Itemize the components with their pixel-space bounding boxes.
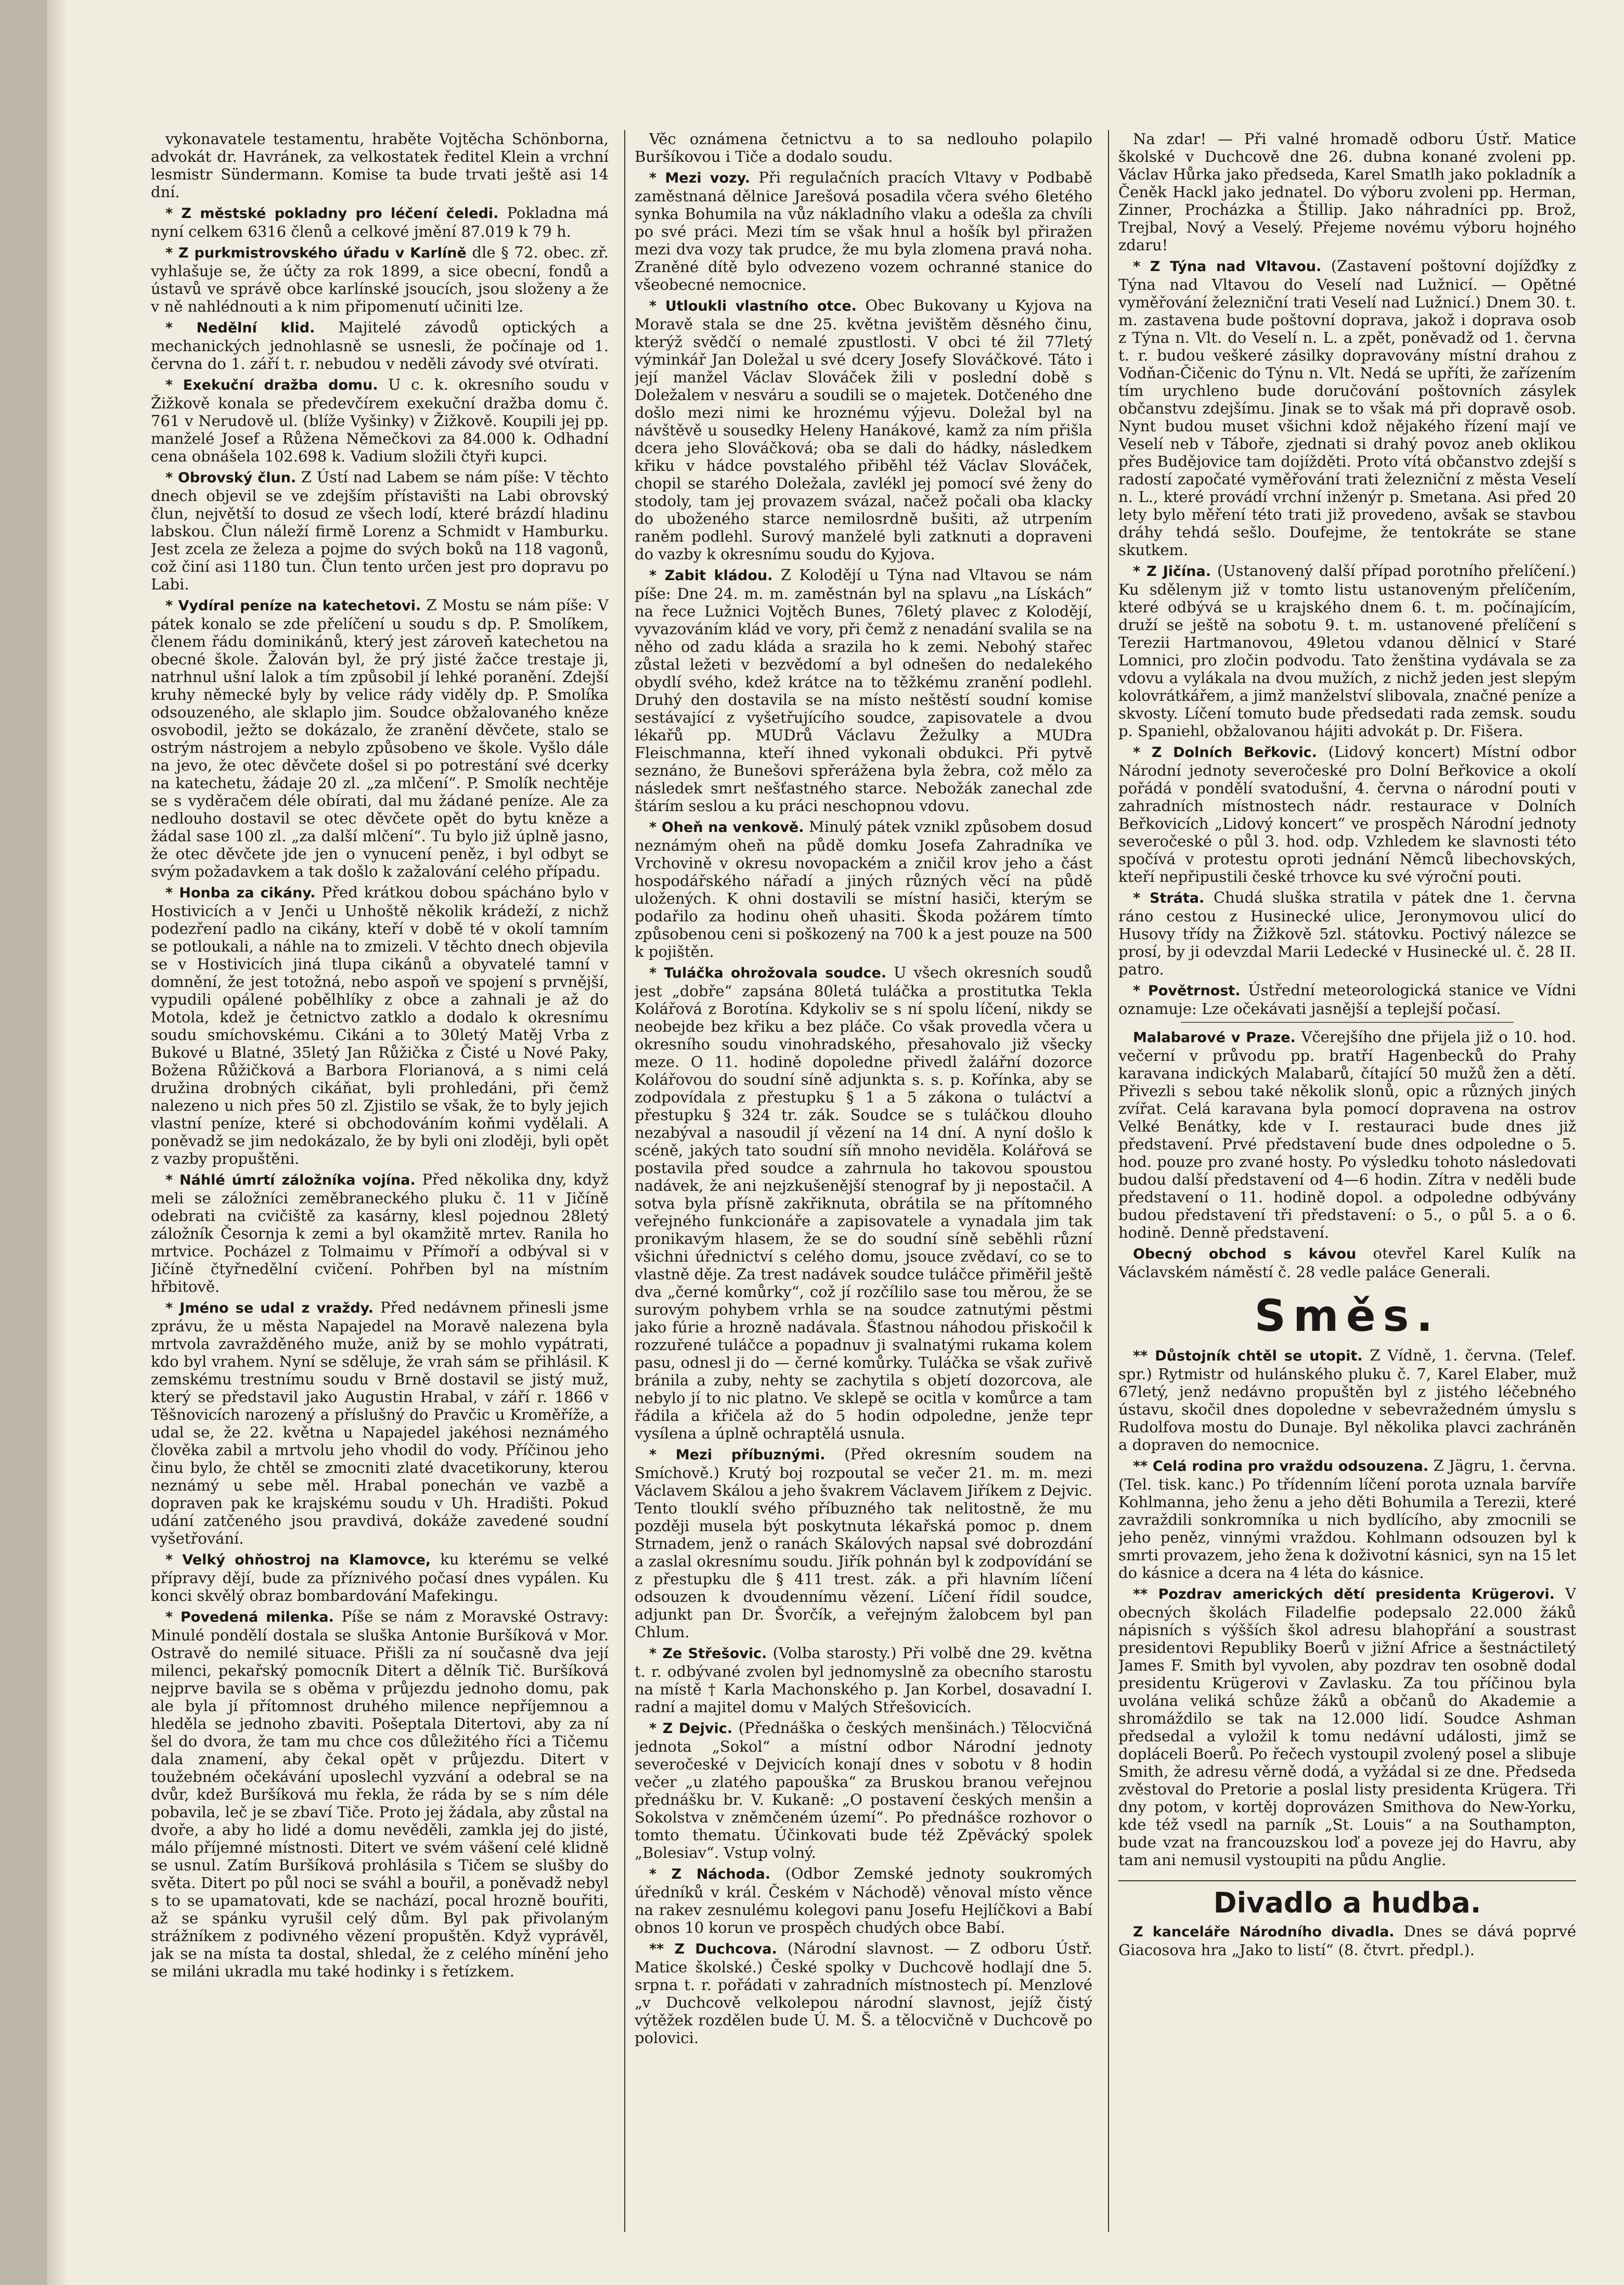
article-text: (Ustanovený další případ porotního přelíčení.) Ku sdělenym již v tomto listu ustanoveným přelíčením, které odbývá se u krajského dnem 6. t. m. počínajícím, druží se ještě na sobotu 9. t. m. ustanovené přelíčení s Terezii Hartmanovou, 49letou vdanou dělnicí v Staré Lomnici, pro zločin podvodu. Tato ženština vydávala se za vdovu a vylákala na dvou mužích, z nichž jeden jest slepým kolovrátkářem, a jimž manželství slibovala, značné peníze a skvosty. Líčení tomuto bude předsedati rada zemsk. soudu p. Spaniehl, obžalovanou hájiti advokát p. Dr. Fišera. — [1118, 562, 1576, 740]
page-edge — [0, 0, 47, 2285]
article-heading: * Nedělní klid. — [165, 320, 315, 336]
article-paragraph — [151, 1299, 609, 1547]
column-rule — [624, 130, 625, 2232]
article-text: Při regulačních pracích Vltavy v Podbabě zaměstnaná dělnice Jarešová posadila včera svého 6letého synka Bohumila na vůz nákladního vlaku a odešla za chvíli po své práci. Mezi tím se však hnul a hošík byl přiražen mezi dva vozy tak prudce, že mu byla zlomena pravá noha. Zraněné dítě bylo odvezeno vozem ochranné stanice do všeobecné nemocnice. — [635, 169, 1092, 293]
article-text: (Odbor Zemské jednoty soukromých úředníků v král. Českém v Náchodě) věnoval místo věnce na rakev zesnulému kolegovi panu Josefu Hejlíčkovi a Babí obnos 10 korun ve prospěch chudých obce Babí. — [635, 1865, 1092, 1936]
article-heading: * Povětrnost. — [1133, 983, 1241, 999]
article-heading: * Ze Střešovic. — [649, 1646, 767, 1662]
article-paragraph — [1118, 889, 1576, 978]
article-text: otevřel Karel Kulík na Václavském náměstí č. 28 vedle paláce Generali. — [1118, 1244, 1576, 1281]
article-heading: * Z Týna nad Vltavou. — [1133, 259, 1322, 275]
article-heading: * Oheň na venkově. — [649, 819, 804, 836]
article-heading: * Exekuční dražba domu. — [165, 377, 378, 393]
column-rule — [1108, 130, 1109, 2232]
article-paragraph — [635, 1445, 1092, 1641]
article-heading: ** Důstojník chtěl se utopit. — [1133, 1348, 1363, 1364]
article-text: Ústřední meteorologická stanice ve Vídni oznamuje: Lze očekávati jasnější a teplejší počasí. — [1118, 981, 1576, 1018]
article-paragraph — [1118, 1922, 1576, 1959]
article-heading: Malabarové v Praze. — [1133, 1030, 1296, 1046]
article-text: Minulý pátek vznikl způsobem dosud neznámým oheň na půdě domku Josefa Zahradníka ve Vrchovině v okresu novopackém a zničil krov jeho a část hospodářského nářadí a jiných různých věcí na půdě uložených. K ohni dostavili se místní hasiči, kterým se podařilo za hodinu oheň uhasiti. Škoda požárem tímto způsobenou ceni si poškozený na 700 k a jest pouze na 500 k pojištěn. — [635, 818, 1092, 960]
article-text: (Zastavení poštovní dojížďky z Týna nad Vltavou do Veselí nad Lužnicí. — Opětné vyměřování železniční trati Veselí nad Lužnicí.) Dnem 30. t. m. zastavena bude poštovní doprava, jakož i doprava osob z Týna n. Vlt. do Veselí n. L. a zpět, poněvadž od 1. června t. r. budou veškeré zásilky dopravovány místní drahou z Vodňan-Čičenic do Týnu n. Vlt. Nedá se upříti, že zařízením tím urychleno bude doručování poštovních zásylek občanstvu zdejšímu. Jinak se to však má při dopravě osob. Nynt budou muset všichni kdož nějakého řízení mají ve Veselí neb v Táboře, zjednati si drahý povoz aneb oklikou přes Budějovice tam dojížděti. Proto vítá občanstvo zdejší s radostí započaté vyměřování trati železniční z města Veselí n. L., které provádí vrchní inženýr p. Smetana. Asi před 20 lety bylo měření této trati již provedeno, avšak se stavbou dráhy tehdá sešlo. Doufejme, že tentokráte se stane skutkem. — [1118, 257, 1576, 559]
article-paragraph — [1118, 1585, 1576, 1869]
article-heading: ** Pozdrav amerických dětí presidenta Krügerovi. — [1133, 1586, 1555, 1602]
column-3-theatre — [1118, 1922, 1576, 1959]
article-heading: * Z Dolních Beřkovic. — [1133, 744, 1317, 761]
article-heading: * Z městské pokladny pro léčení čeledi. — [165, 206, 499, 222]
column-1 — [151, 130, 609, 2232]
article-paragraph — [635, 130, 1092, 165]
section-title-theatre: Divadlo a hudba. — [1118, 1880, 1576, 1919]
article-paragraph — [1118, 562, 1576, 740]
article-text: vykonavatele testamentu, hraběte Vojtěcha Schönborna, advokát dr. Havránek, za velkostatek ředitel Klein a vrchní lesmistr Sündermann. Komise ta bude trvati ještě asi 14 dní. — [151, 130, 609, 201]
column-3-smes — [1118, 1346, 1576, 1869]
article-heading: * Mezi příbuznými. — [649, 1447, 826, 1463]
article-text: U c. k. okresního soudu v Žižkově konala se předevčírem exekuční dražba domu č. 761 v Nerudově ul. (blíže Vyšinky) v Žižkově. Koupili jej pp. manželé Josef a Růžena Němečkovi za 84.000 k. Odhadní cena obnášela 102.698 k. Vadium složili čtyři kupci. — [151, 376, 609, 465]
article-text: (Před okresním soudem na Smíchově.) Krutý boj rozpoutal se večer 21. m. m. mezi Václavem Skálou a jeho švakrem Václavem Jiříkem z Dejvic. Tento tlouklí svého příbuzného tak nelitostně, že mu později musela být poskytnuta lékařská pomoc p. dnem Strnadem, jenž o ranách Skálových napsal své dobrozdání a zaslal okresnímu soudu. Jiřík pohnán byl k zodpovídání se z přestupku dle § 411 trest. zák. a při hlavním líčení odsouzen k dvoudennímu vězení. Líčení řídil soudce, adjunkt pan Dr. Švorčík, a veřejným žalobcem byl pan Chlum. — [635, 1445, 1092, 1641]
article-heading: * Z purkmistrovského úřadu v Karlíně — [165, 245, 467, 261]
article-text: ku kterému se velké přípravy dějí, bude za příznivého počasí dnes vypálen. Ku konci skvělý obraz bombardování Mafekingu. — [151, 1550, 609, 1604]
article-text: Před krátkou dobou spácháno bylo v Hostivicích a v Jenči u Unhoště několik krádeží, z nichž podezření padlo na cikány, kteří v době té v okolí tamním se potloukali, a náhle na to zmizeli. V těchto dnech objevila se v Hostivicích jiná tlupa cikánů a obyvatelé tamní v domnění, že jest totožná, nebo aspoň ve spojení s prvnější, vypudili opálené pobělhlíky z obce a zahnali je až do Motola, kdež je četnictvo zatklo a dodalo k okresnímu soudu smíchovskému. Cikáni a to 30letý Matěj Vrba z Bukové u Blatné, 35letý Jan Růžička z Čisté u Nové Paky, Božena Růžičková a Barbora Florianová, a s nimi celá družina drobných cikáňat, byli prohledáni, při čemž nalezeno u nich přes 50 zl. Zjistilo se však, že to byly jejich vlastní peníze, které si obchodováním koňmi vydělali. A poněvadž se jim nedokázalo, že by byli oni zloději, byli opět z vazby propuštěni. — [151, 883, 609, 1167]
article-text: Před nedávnem přinesli jsme zprávu, že u města Napajedel na Moravě nalezena byla mrtvola zavražděného muže, aniž by se mohlo vypátrati, kdo byl vrahem. Nyní se sděluje, že vrah sám se přihlásil. K zemskému trestnímu soudu v Brně dostavil se jistý muž, který se představil jako Augustin Hrabal, v září r. 1866 v Těšnovicích narozený a příslušný do Pravčic u Kroměříže, a udal se, že 22. května u Napajedel jakéhosi neznámého člověka zabil a mrtvolu jeho vhodil do vody. Příčinou jeho činu bylo, že chtěl se zmocniti zlaté dvacetikoruny, kterou neznámý u sebe měl. Hrabal ponechán ve vazbě a dopraven pak ke krajskému soudu v Uh. Hradišti. Pokud udání zatčeného jsou pravdivá, dokáže zavedené soudní vyšetřování. — [151, 1299, 609, 1547]
article-paragraph — [151, 1550, 609, 1604]
article-text: Z Ústí nad Labem se nám píše: V těchto dnech objevil se ve zdejším přístavišti na Labi obrovský člun, největší to dosud ze všech lodí, které brázdí hladinu labskou. Člun náleží firmě Lorenz a Schmidt v Hamburku. Jest zcela ze železa a pojme do svých boků na 118 vagonů, což činí asi 1180 tun. Člun tento určen jest pro dopravu po Labi. — [151, 468, 609, 593]
article-heading: * Náhlé úmrtí záložníka vojína. — [165, 1172, 416, 1188]
article-heading: Z kanceláře Národního divadla. — [1133, 1924, 1395, 1940]
column-3 — [1118, 130, 1576, 2232]
article-text: Pokladna má nyní celkem 6316 členů a celkové jmění 87.019 k 79 h. — [151, 204, 609, 240]
article-text: Z Vídně, 1. června. (Telef. spr.) Rytmistr od hulánského pluku č. 7, Karel Elaber, muž 67letý, jenž nedávno propuštěn byl z jistého léčebného ústavu, skočil dnes dopoledne v sebevražedném úmyslu s Rudolfova mostu do Dunaje. Byl několika plavci zachráněn a dopraven do nemocnice. — [1118, 1346, 1576, 1454]
article-text: Na zdar! — Při valné hromadě odboru Ústř. Matice školské v Duchcově dne 26. dubna konané zvoleni pp. Václav Hůrka jako předseda, Karel Smatlh jako pokladník a Čeněk Hackl jako jednatel. Do výboru zvoleni pp. Herman, Zinner, Procházka a Štillip. Jako náhradníci pp. Brož, Trejbal, Nový a Veselý. Přejeme novému výboru hojného zdaru! — [1118, 130, 1576, 254]
article-paragraph — [1118, 743, 1576, 885]
article-paragraph — [151, 204, 609, 240]
article-text: U všech okresních soudů jest „dobře“ zapsána 80letá tuláčka a prostitutka Tekla Kolářová z Borotína. Kdykoliv se s ní spolu líčení, nikdy se neobejde bez křiku a bez pláče. Co však provedla včera u okresního soudu vinohradského, přesahovalo již všecky meze. O 11. hodině dopoledne přivedl žalářní dozorce Kolářovou do soudní síně adjunkta s. s. p. Kořínka, aby se zodpovídala z přestupku § 1 a 5 zákona o tuláctví a přestupku § 324 tr. zák. Soudce se s tuláčkou dlouho nezabýval a nasoudil jí vězení na 14 dní. A nyní došlo k scéně, jakých tato soudní síň mnoho neviděla. Kolářová se postavila před soudce a zahrnula ho takovou spoustou nadávek, že ani nejzkušenější stenograf by ji nepostačil. A sotva byla přísně zakřiknuta, obrátila se na přítomného veřejného funkcionáře a zapisovatele a vynadala jim tak pronikavým hlasem, že se do soudní síně seběhli různí všichni úřednictví s celého domu, jsouce zvědaví, co se to vlastně děje. Za trest nadávek soudce tuláčce přiměřil ještě dva „černé komůrky“, což jí rozčílilo sase tou měrou, že se surovým pohybem vrhla se na soudce zatnutými pěstmi jako fúrie a hrozně nadávala. Šťastnou náhodou přiskočil k rozzuřené tuláčce a popadnuv ji svalnatými rukama kolem pasu, odnesl ji do — černé komůrky. Tuláčka se však zuřivě bránila a zuby, nehty se zachytila s objetí dozorcova, ale nebylo jí to nic platno. Ve sklepě se ocitla v komůrce a tam řádila a křičela až do 5 hodin odpoledne, jenže tepr vysílena a úplně ochraptělá usnula. — [635, 964, 1092, 1442]
article-text: (Volba starosty.) Při volbě dne 29. května t. r. odbývané zvolen byl jednomyslně za obecního starostu na místě † Karla Machonského p. Jan Korbel, dosavadní I. radní a majitel domu v Malých Střešovicích. — [635, 1644, 1092, 1716]
article-paragraph — [1118, 1244, 1576, 1281]
article-text: Z Kolodějí u Týna nad Vltavou se nám píše: Dne 24. m. m. zaměstnán byl na splavu „na Lískách“ na řece Lužnici Vojtěch Bunes, 76letý plavec z Kolodějí, vyvazováním klád ve vory, při čemž z nenadání svalila se na něho od zadu kláda a srazila ho k zemi. Nebohý stařec zůstal ležeti v bezvědomí a byl odnešen do nedalekého obydlí svého, kdež krátce na to těžkému zranění podlehl. Druhý den dostavila se na místo neštěstí soudní komise sestávající z vyšetřujícího soudce, zapisovatele a dvou lékařů pp. MUDrů Václavu Žežulky a MUDra Fleischmanna, kteří ihned vykonali obdukci. Při pytvě seznáno, že Bunešovi spřerážena byla žebra, což mělo za následek smrt nešťastného starce. Nebožák zanechal zde štárím seslou a ku práci neschopnou vdovu. — [635, 566, 1092, 815]
article-paragraph — [151, 1608, 609, 1980]
article-paragraph — [1118, 1457, 1576, 1582]
article-heading: * Stráta. — [1133, 890, 1205, 906]
article-heading: ** Celá rodina pro vraždu odsouzena. — [1133, 1458, 1429, 1474]
article-paragraph — [635, 1940, 1092, 2047]
article-paragraph — [151, 468, 609, 593]
article-heading: * Z Jičína. — [1133, 563, 1211, 580]
article-heading: * Velký ohňostroj na Klamovce, — [165, 1552, 431, 1568]
article-paragraph — [151, 318, 609, 373]
article-paragraph — [635, 169, 1092, 293]
column-2 — [635, 130, 1092, 2232]
article-paragraph — [151, 130, 609, 201]
article-heading: * Vydíral peníze na katechetovi. — [165, 598, 421, 614]
article-paragraph — [635, 297, 1092, 563]
article-text: Dnes se dává poprvé Giacosova hra „Jako to listí“ (8. čtvrt. předpl.). — [1118, 1922, 1576, 1959]
article-heading: Obecný obchod s kávou — [1133, 1246, 1357, 1262]
article-heading: * Povedená milenka. — [165, 1609, 334, 1625]
article-text: Včerejšího dne přijela již o 10. hod. večerní v průvodu pp. bratří Hagenbecků do Prahy karavana indických Malabarů, čítající 50 mužů žen a dětí. Přivezli s sebou také několik slonů, opic a různých jiných zvířat. Celá karavana byla pomocí dopravena na ostrov Velké Benátky, kde v I. restauraci bude dnes již představení. Prvé představení bude dnes odpoledne o 5. hod. pouze pro zvané hosty. Po výsledku tohoto následovati budou další představení od 4—6 hodin. Zítra v neděli bude představení o 11. hodině dopol. a odpoledne odbývány budou představení tři představení: o 5., o půl 5. a o 6. hodině. Denně představení. — [1118, 1028, 1576, 1241]
article-paragraph — [151, 596, 609, 880]
article-text: Před několika dny, když meli se záložníci zeměbraneckého pluku č. 11 v Jičíně odebrati na cvičiště za kasárny, klesl pojednou 28letý záložník Česornja k zemi a byl okamžitě mrtev. Ranila ho mrtvice. Pocházel z Tolmaimu v Přímoří a odbýval si v Jičíně čtyřnedělní cvičení. Pohřben byl na místním hřbitově. — [151, 1171, 609, 1295]
article-heading: * Tuláčka ohrožovala soudce. — [649, 965, 887, 981]
newspaper-page — [151, 130, 1597, 2237]
article-heading: * Z Dejvic. — [649, 1721, 733, 1737]
article-heading: ** Z Duchcova. — [649, 1941, 777, 1957]
article-text: V obecných školách Filadelfie podepsalo 22.000 žáků nápisních s výšších škol adresu blahopřání a soustrast presidentovi Republiky Boerů v jižní Africe a šestnáctiletý James F. Smith byl vyvolen, aby pozdrav ten osobně dodal presidentu Krügerovi v Zavlasku. Za tou příčinou byla uvolána veliká schůze žáků a občanů do Akademie a shromáždilo se tak na 12.000 lidí. Soudce Ashman předsedal a vyložil k tomu nedávní události, jimž se dopláceli Boerů. Po řečech vystoupil zvolený posel a slibuje Smith, že adresu věrně dodá, a vyžádal si ze dne. Předseda zvěstoval do Pretorie a poslal listy presidenta Krügera. Tři dny potom, v kortěj doprovázen Smithova do New-Yorku, kde též vsedl na parník „St. Louis“ a na Southampton, bude vzat na francouzskou loď a poveze jej do Havru, aby tam ani nemusil vystoupiti na půdu Anglie. — [1118, 1585, 1576, 1869]
article-heading: * Obrovský člun. — [165, 470, 297, 486]
article-paragraph — [1118, 257, 1576, 559]
article-text: Chudá sluška stratila v pátek dne 1. června ráno cestou z Husinecké ulice, Jeronymovou ulicí do Husovy třídy na Žižkově 5zl. státovku. Poctivý nálezce se prosí, by ji odevzdal Marii Ledecké v Husinecké ul. č. 28 II. patro. — [1118, 889, 1576, 978]
article-text: dle § 72. obec. zř. vyhlašuje se, že účty za rok 1899, a sice obecní, fondů a ústavů ve správě obce karlínské jsoucích, jsou složeny a že v ně nahlédnouti a k nim připomenutí učiniti lze. — [151, 243, 609, 315]
article-text: Obec Bukovany u Kyjova na Moravě stala se dne 25. května jevištěm děsného činu, kterýž svědčí o nemalé zpustlosti. V obci té žil 77letý výminkář Jan Doležal u své dcery Josefy Slováčkové. Táto i její manžel Václav Slováček žili v poslední době s Doležalem v nesváru a soudili se o majetek. Dotčeného dne došlo mezi nimi ke hroznému výjevu. Doležal byl na návštěvě u sousedky Heleny Hanákové, kamž za ním přišla dcera jeho Slováčková; oba se dali do hádky, následkem křiku v hádce povstalého přiběhl též Václav Slováček, chopil se starého Doležala, zavlékl jej pomocí své ženy do stodoly, tam jej provazem svázal, načež počali oba klacky do uboženého starce nemilosrdně bušiti, až utrpením raněm podlehl. Surový manželé byli zatknuti a dopraveni do vazby k okresnímu soudu do Kyjova. — [635, 297, 1092, 563]
article-paragraph — [1118, 1346, 1576, 1454]
article-text: Majitelé závodů optických a mechanických jednohlasně se usnesli, že počínaje od 1. června do 1. září t. r. nebudou v neděli závody své otvírati. — [151, 318, 609, 373]
separator-line — [1181, 1022, 1514, 1023]
article-text: Píše se nám z Moravské Ostravy: Minulé pondělí dostala se sluška Antonie Buršíková v Mor. Ostravě do nemilé situace. Přišli za ní současně dva její milenci, pekařský pomocník Ditert a dělník Tič. Buršíková nejprve bavila se s oběma v průjezdu jednoho domu, pak ale byla jí přítomnost druhého milence nepříjemnou a hleděla se jednoho zbaviti. Pošeptala Ditertovi, aby za ní šel do dvora, že tam mu chce cos důležitého říci a Tičemu dala znamení, aby čekal opět v průjezdu. Ditert v toužebném očekávání uposlechl vyzvání a odebral se na dvůr, kdež Buršíková mu řekla, že ráda by se s ním déle pobavila, leč je se zbaví Tiče. Proto jej žádala, aby zůstal na dvoře, a aby ho lidé a domu nevěděli, zamkla jej do jisté, málo příjemné místnosti. Ditert ve svém vášení celé klidně se usnul. Zatím Buršíková prohlásila s Tičem se slušby do světa. Ditert po půl noci se sváhl a bouřil, a poněvadž nebyl s to se upamatovati, kde se nachází, pocal hrozně bouřiti, až se spánku vyrušil celý dům. Byl pak přivolaným strážníkem z podivného vězení propuštěn. Když vyprávěl, jak se na místa ta dostal, shledal, že z celého mínění jeho se miláni ukradla mu také hodinky i s řetízkem. — [151, 1608, 609, 1980]
article-text: Z Mostu se nám píše: V pátek konalo se zde přelíčení u soudu s dp. P. Smolíkem, členem řádu dominikánů, který jest zároveň katechetou na obecné škole. Žalován byl, že prý jisté žačce trestaje ji, natrhnul ušní lalok a tím způsobil jí lehké poranění. Zdejší kruhy německé byly by velice rády viděly dp. P. Smolíka odsouzeného, ale sklaplo jim. Soudce obžalovaného kněze osvobodil, ježto se dokázalo, že zranění děvčete, stalo se ostrým nástrojem a nebylo způsobeno ve škole. Vyšlo dále na jevo, že otec děvčete došel si po potrestání své dcerky na katechetu, žádaje 20 zl. „za mlčení“. P. Smolík nechtěje se s vyděračem déle obírati, dal mu žádané peníze. Ale za nedlouho dostavil se otec děvčete opět do bytu kněze a žádal sase 100 zl. „za další mlčení“. Tu bylo již úplně jasno, že otec děvčete jde jen o vynucení peněz, i byl odbyt se svým požadavkem a tak došlo k zažalování celého případu. — [151, 596, 609, 880]
article-paragraph — [151, 883, 609, 1167]
article-text: Z Jägru, 1. června. (Tel. tisk. kanc.) Po třídenním líčení porota uznala barvíře Kohlmanna, jeho ženu a jeho děti Bohumila a Terezii, které zavraždili sonkromníka u nich bydlícího, aby zmocnili se jeho peněz, vinnými vraždou. Kohlmann odsouzen byl k smrti provazem, jeho žena k doživotní kásnici, syn na 15 let do kásnice a dcera na 4 léta do kásnice. — [1118, 1457, 1576, 1582]
article-heading: * Honba za cikány. — [165, 885, 316, 901]
article-paragraph — [151, 1171, 609, 1295]
page-edge-shadow — [47, 0, 68, 2285]
article-paragraph — [635, 818, 1092, 960]
article-heading: * Zabit kládou. — [649, 568, 773, 584]
article-paragraph — [635, 1644, 1092, 1716]
section-title-smes: Směs. — [1254, 1290, 1440, 1341]
article-heading: * Jméno se udal z vraždy. — [165, 1300, 373, 1316]
article-text: Věc oznámena četnictvu a to sa nedlouho polapilo Buršíkovou i Tiče a dodalo soudu. — [635, 130, 1092, 165]
article-text: (Lidový koncert) Místní odbor Národní jednoty severočeské pro Dolní Beřkovice a okolí pořádá v pondělí svatodušní, 4. června o národní pouti v zahradních místnostech nádr. restaurace v Dolních Beřkovicích „Lidový koncert“ ve prospěch Národní jednoty severočeské o půl 3. hod. odp. Vzhledem ke slavnosti této spočívá v protestu oproti jednání Němců libechovských, kteří nepřipustili české trhovce ku své výroční pouti. — [1118, 743, 1576, 885]
article-heading: * Utloukli vlastního otce. — [649, 298, 857, 314]
article-text: (Národní slavnost. — Z odboru Ústř. Matice školské.) České spolky v Duchcově hodlají dne 5. srpna t. r. pořádati v zahradních místnostech pí. Menzlové „v Duchcově velkolepou národní slavnost, jejíž čistý výtěžek rozdělen bude Ú. M. Š. a tělocvičně v Duchcově po polovici. — [635, 1940, 1092, 2047]
column-3-announcements — [1118, 1028, 1576, 1281]
article-heading: * Mezi vozy. — [649, 170, 751, 186]
article-paragraph — [635, 1865, 1092, 1936]
article-paragraph — [635, 566, 1092, 815]
article-paragraph — [635, 1719, 1092, 1862]
article-text: (Přednáška o českých menšinách.) Tělocvičná jednota „Sokol“ a místní odbor Národní jednoty severočeské v Dejvicích konají dnes v sobotu v 8 hodin večer „u zlatého papouška“ za Bruskou branou veřejnou přednášku br. V. Kukaně: „O postavení českých menšin a Sokolstva v zněmčeném území“. Po přednášce rozhovor o tomto thematu. Účinkovati bude též Zpěvácký spolek „Bolesiav“. Vstup volný. — [635, 1719, 1092, 1862]
article-paragraph — [151, 376, 609, 465]
article-heading: * Z Náchoda. — [649, 1866, 771, 1882]
article-paragraph — [151, 243, 609, 315]
article-paragraph — [1118, 981, 1576, 1018]
article-paragraph — [635, 964, 1092, 1442]
column-3-news — [1118, 130, 1576, 1018]
article-paragraph — [1118, 130, 1576, 254]
article-paragraph — [1118, 1028, 1576, 1241]
